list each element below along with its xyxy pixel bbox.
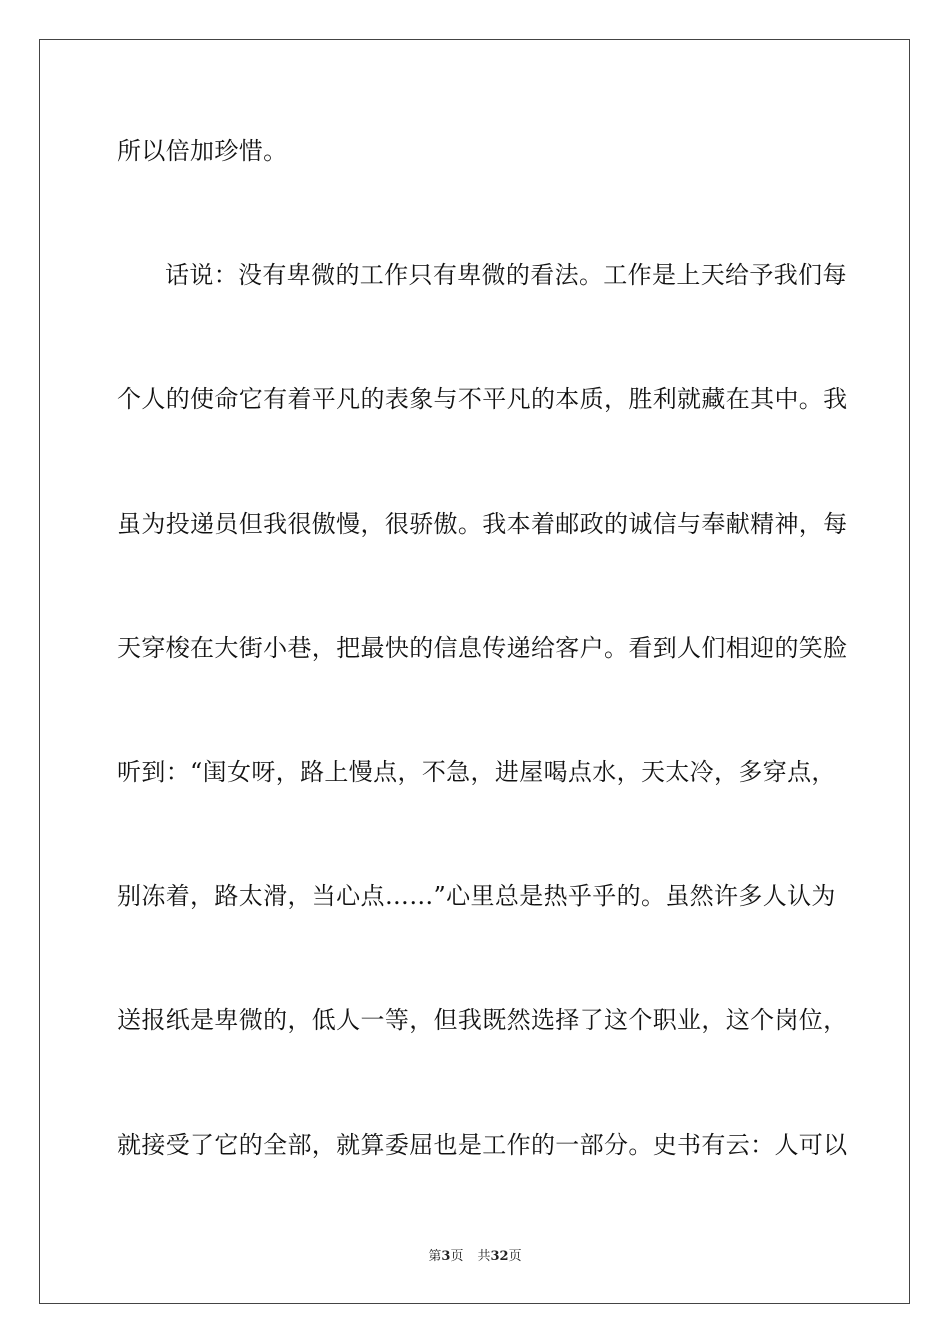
text-line-9: 就接受了它的全部，就算委屈也是工作的一部分。史书有云：人可以 [117,1131,848,1159]
page-footer [0,1248,950,1266]
total-label-prefix: 共 [477,1249,491,1264]
total-pages: 32 [490,1249,509,1264]
page-label-suffix: 页 [450,1249,464,1264]
page-border [39,39,910,1304]
text-line-1: 所以倍加珍惜。 [117,137,288,165]
text-line-5: 天穿梭在大街小巷，把最快的信息传递给客户。看到人们相迎的笑脸 [117,634,848,662]
text-line-6: 听到：“闺女呀，路上慢点，不急，进屋喝点水，天太冷，多穿点， [117,758,836,786]
text-line-2: 话说：没有卑微的工作只有卑微的看法。工作是上天给予我们每 [165,261,847,289]
page-number: 3 [441,1249,451,1264]
text-line-4: 虽为投递员但我很傲慢，很骄傲。我本着邮政的诚信与奉献精神，每 [117,510,848,538]
total-label-suffix: 页 [508,1249,522,1264]
text-line-3: 个人的使命它有着平凡的表象与不平凡的本质，胜利就藏在其中。我 [117,385,848,413]
text-line-7: 别冻着，路太滑，当心点……”心里总是热乎乎的。虽然许多人认为 [117,882,836,910]
page-label-prefix: 第 [428,1249,442,1264]
text-line-8: 送报纸是卑微的，低人一等，但我既然选择了这个职业，这个岗位， [117,1006,848,1034]
